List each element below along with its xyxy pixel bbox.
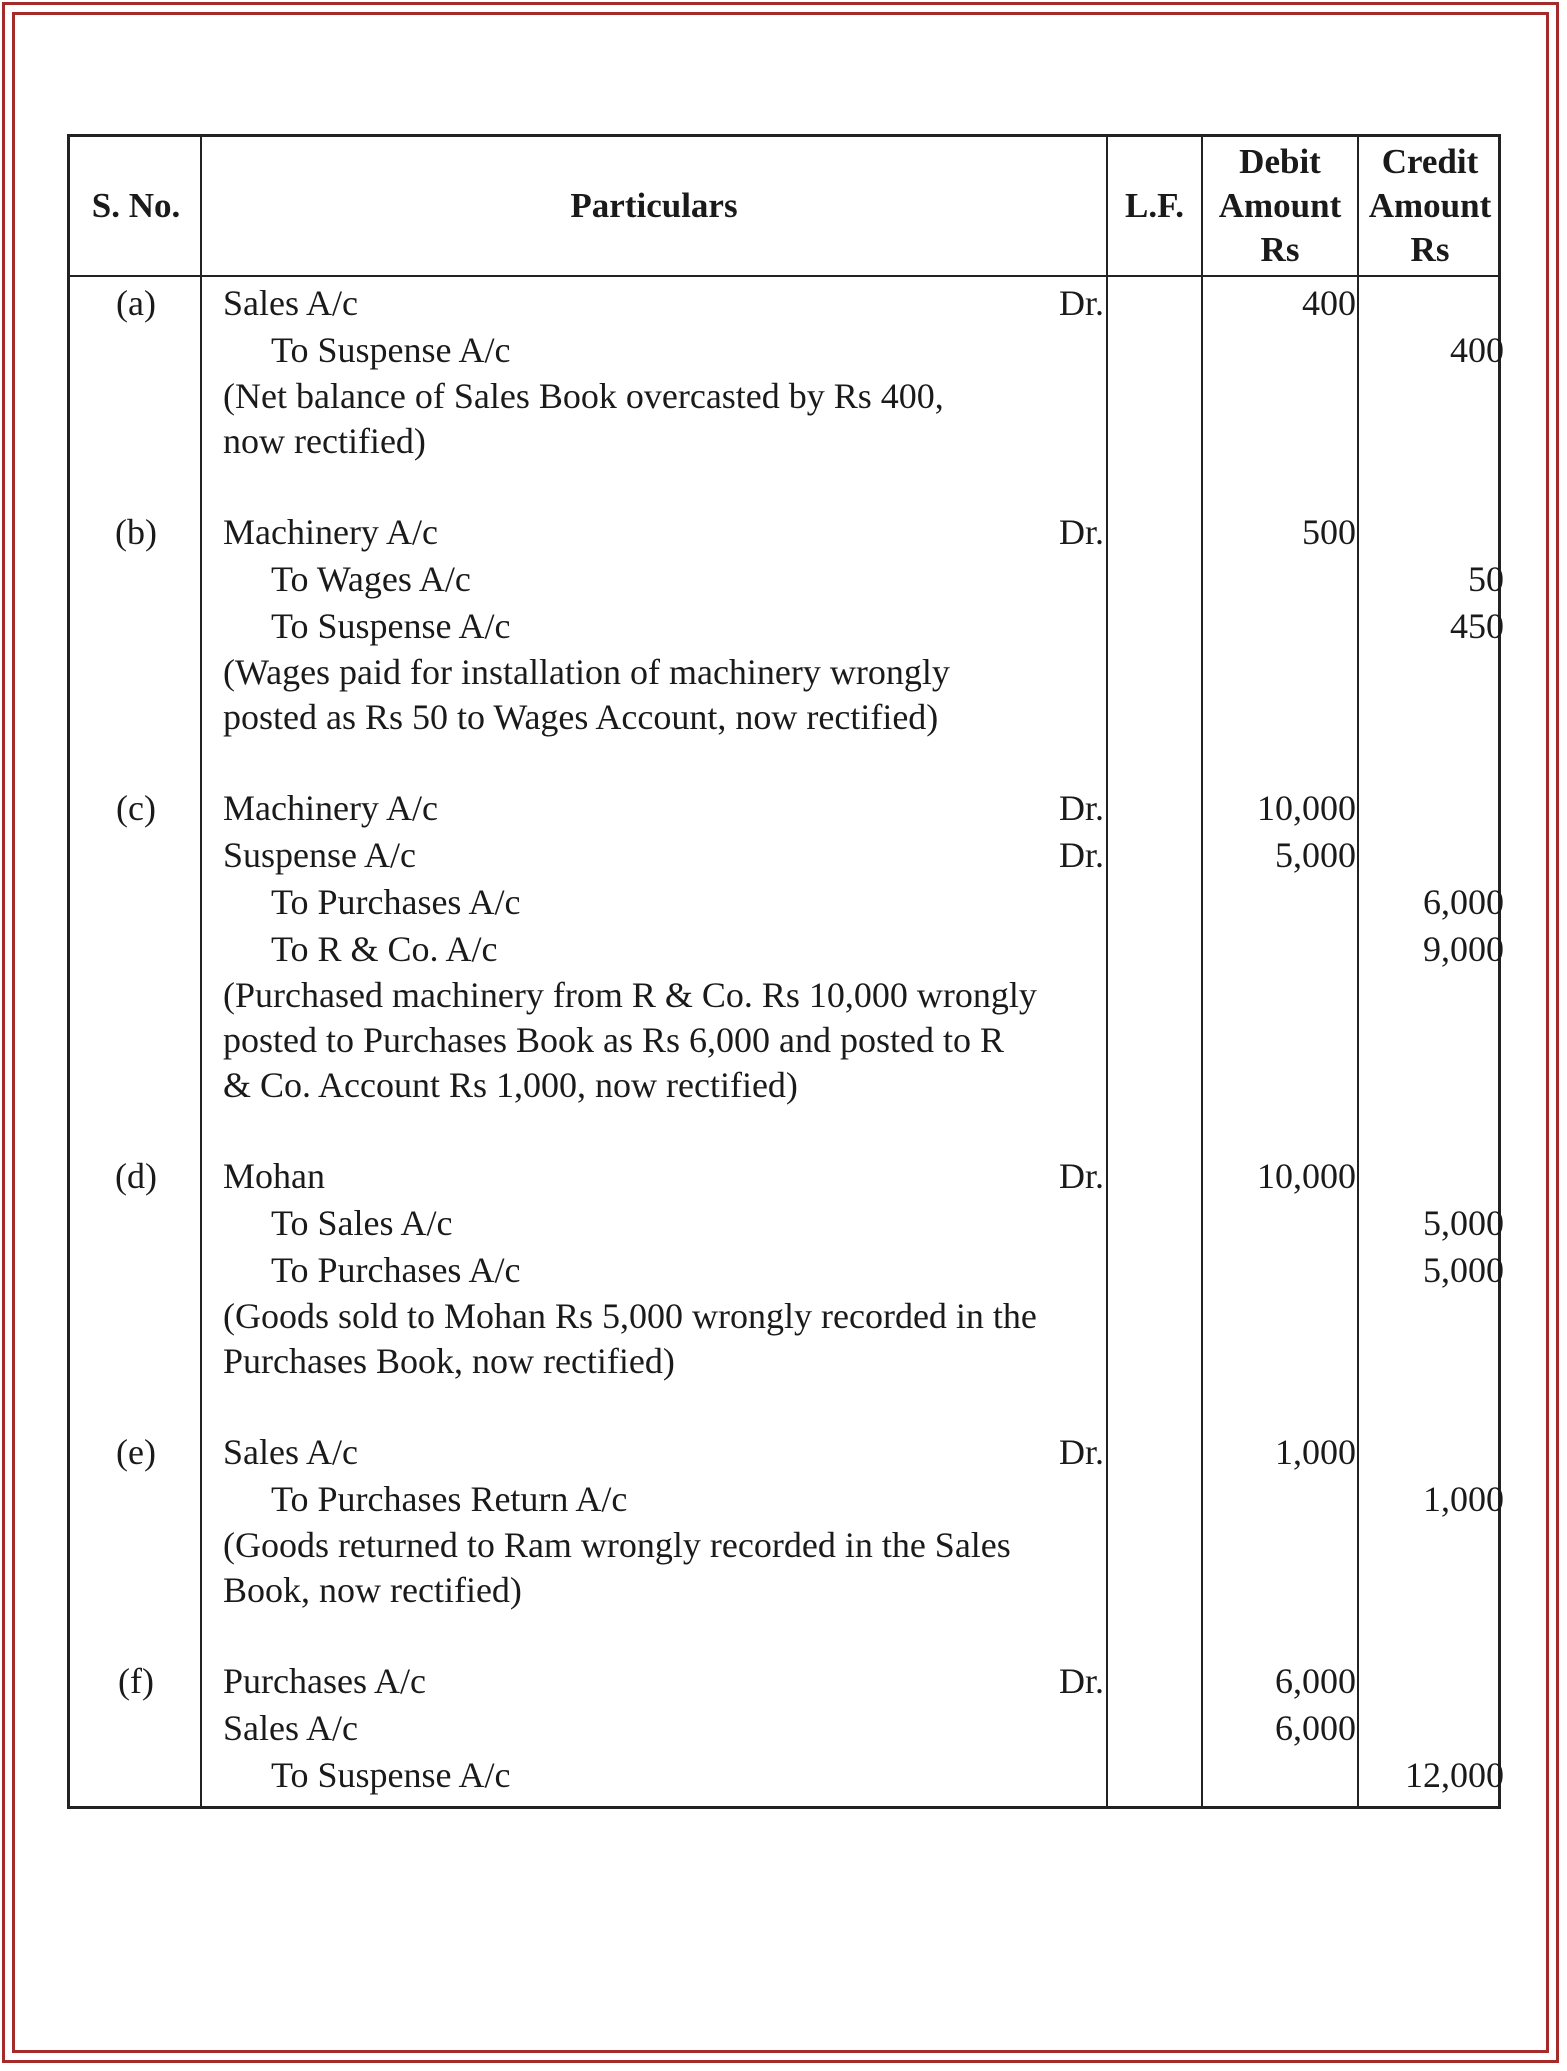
debit-amount: 500	[1302, 512, 1356, 552]
credit-amount: 5,000	[1423, 1203, 1504, 1243]
credit-amount: 5,000	[1423, 1250, 1504, 1290]
credit-amount: 1,000	[1423, 1479, 1504, 1519]
debit-amount: 5,000	[1275, 835, 1356, 875]
credit-account-line: To Suspense A/c	[271, 330, 511, 370]
credit-account-line: To Wages A/c	[271, 559, 471, 599]
header-credit-line: Amount	[1368, 186, 1492, 225]
dr-marker: Dr.	[1059, 1156, 1104, 1196]
narration-line: & Co. Account Rs 1,000, now rectified)	[223, 1065, 798, 1105]
narration-line: Purchases Book, now rectified)	[223, 1341, 675, 1381]
debit-account-line: Purchases A/c	[223, 1661, 426, 1701]
credit-amount: 9,000	[1423, 929, 1504, 969]
narration-line: posted to Purchases Book as Rs 6,000 and posted to R	[223, 1020, 1004, 1060]
credit-amount: 12,000	[1405, 1755, 1504, 1795]
credit-account-line: To Purchases Return A/c	[271, 1479, 628, 1519]
debit-amount: 400	[1302, 283, 1356, 323]
debit-amount: 10,000	[1257, 788, 1356, 828]
header-credit	[1359, 137, 1501, 275]
header-lf: L.F.	[1124, 186, 1184, 225]
debit-amount: 1,000	[1275, 1432, 1356, 1472]
dr-marker: Dr.	[1059, 835, 1104, 875]
entry-sno: (e)	[116, 1432, 156, 1472]
header-debit	[1203, 137, 1357, 275]
entry-sno: (a)	[116, 283, 156, 323]
credit-account-line: To Purchases A/c	[271, 882, 521, 922]
dr-marker: Dr.	[1059, 788, 1104, 828]
credit-account-line: To Suspense A/c	[271, 606, 511, 646]
debit-amount: 6,000	[1275, 1708, 1356, 1748]
credit-amount: 50	[1468, 559, 1504, 599]
dr-marker: Dr.	[1059, 512, 1104, 552]
debit-account-line: Mohan	[223, 1156, 325, 1196]
debit-account-line: Sales A/c	[223, 1432, 358, 1472]
debit-account-line: Sales A/c	[223, 1708, 358, 1748]
header-particulars: Particulars	[570, 186, 738, 225]
entry-sno: (d)	[115, 1156, 157, 1196]
column-rule	[1106, 137, 1108, 1806]
header-sno: S. No.	[91, 186, 181, 225]
credit-amount: 450	[1450, 606, 1504, 646]
debit-account-line: Machinery A/c	[223, 512, 438, 552]
narration-line: (Goods returned to Ram wrongly recorded in the Sales	[223, 1525, 1011, 1565]
header-credit-line: Credit	[1381, 142, 1479, 181]
narration-line: (Goods sold to Mohan Rs 5,000 wrongly recorded in the	[223, 1296, 1037, 1336]
journal-table	[67, 134, 1504, 1809]
column-rule	[200, 137, 202, 1806]
header-debit-line: Rs	[1260, 230, 1300, 269]
credit-account-line: To Purchases A/c	[271, 1250, 521, 1290]
entry-sno: (b)	[115, 512, 157, 552]
narration-line: (Wages paid for installation of machinery wrongly	[223, 652, 950, 692]
column-rule	[1201, 137, 1203, 1806]
narration-line: Book, now rectified)	[223, 1570, 522, 1610]
credit-amount: 6,000	[1423, 882, 1504, 922]
dr-marker: Dr.	[1059, 283, 1104, 323]
dr-marker: Dr.	[1059, 1432, 1104, 1472]
credit-account-line: To Suspense A/c	[271, 1755, 511, 1795]
debit-account-line: Suspense A/c	[223, 835, 416, 875]
narration-line: now rectified)	[223, 421, 426, 461]
header-debit-line: Amount	[1218, 186, 1342, 225]
credit-account-line: To Sales A/c	[271, 1203, 453, 1243]
entry-sno: (f)	[118, 1661, 154, 1701]
credit-account-line: To R & Co. A/c	[271, 929, 498, 969]
debit-amount: 6,000	[1275, 1661, 1356, 1701]
header-debit-line: Debit	[1239, 142, 1321, 181]
debit-account-line: Machinery A/c	[223, 788, 438, 828]
debit-account-line: Sales A/c	[223, 283, 358, 323]
entry-sno: (c)	[116, 788, 156, 828]
debit-amount: 10,000	[1257, 1156, 1356, 1196]
narration-line: (Purchased machinery from R & Co. Rs 10,000 wrongly	[223, 975, 1037, 1015]
header-credit-line: Rs	[1410, 230, 1450, 269]
dr-marker: Dr.	[1059, 1661, 1104, 1701]
credit-amount: 400	[1450, 330, 1504, 370]
narration-line: (Net balance of Sales Book overcasted by Rs 400,	[223, 376, 944, 416]
narration-line: posted as Rs 50 to Wages Account, now rectified)	[223, 697, 939, 737]
header-rule	[70, 275, 1498, 277]
